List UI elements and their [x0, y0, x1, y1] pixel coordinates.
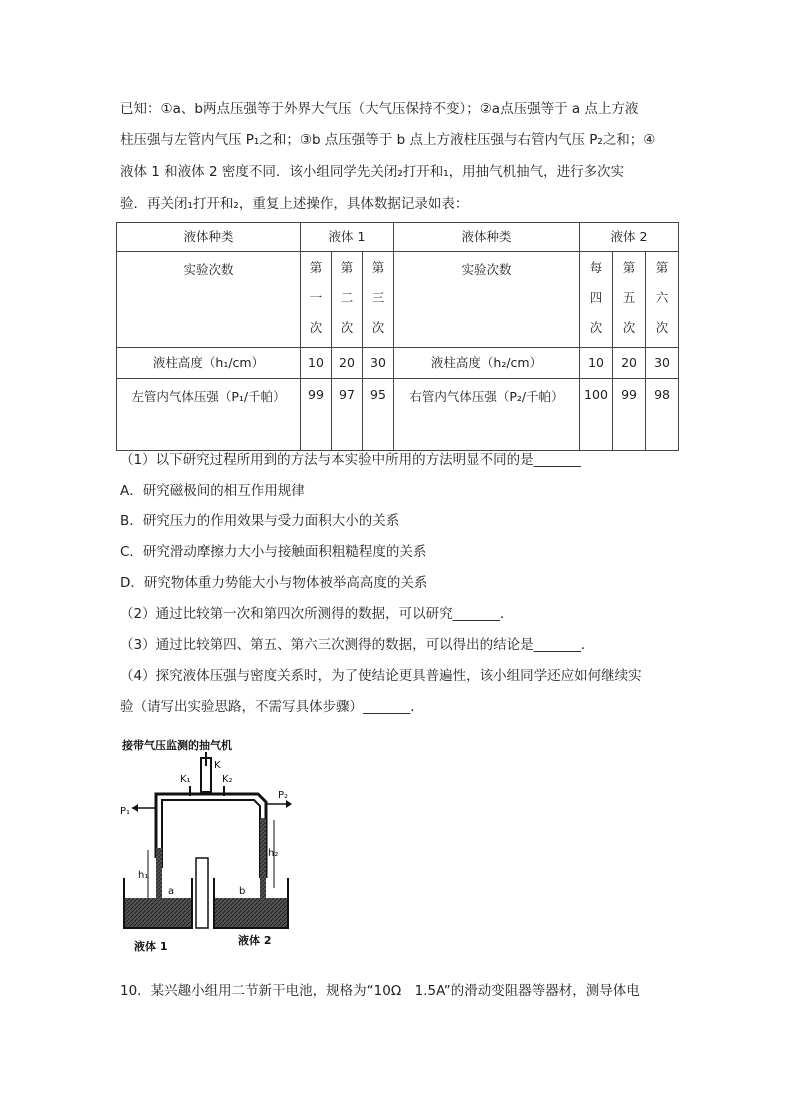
intro-line-4: 验．再关闭₁打开和₂，重复上述操作，具体数据记录如表：	[120, 196, 469, 212]
option-c: C．研究滑动摩擦力大小与接触面积粗糙程度的关系	[120, 544, 427, 560]
question-4-cont: 验（请写出实验思路，不需写具体步骤）_______．	[120, 699, 424, 715]
label-h2: h₂	[268, 848, 279, 859]
arrow-p2-head	[286, 800, 292, 808]
height-cell: 20	[613, 348, 646, 379]
intro-line-1: 已知：①a、b两点压强等于外界大气压（大气压保持不变）；②a点压强等于 a 点上方液	[120, 101, 639, 117]
question-3: （3）通过比较第四、第五、第六三次测得的数据，可以得出的结论是_______．	[120, 637, 595, 653]
trial-5: 第 五 次	[613, 252, 646, 348]
question-1: （1）以下研究过程所用到的方法与本实验中所用的方法明显不同的是_______	[120, 452, 581, 468]
pressure-cell: 99	[613, 379, 646, 451]
count-label-1: 实验次数	[117, 252, 301, 348]
option-b: B．研究压力的作用效果与受力面积大小的关系	[120, 513, 400, 529]
count-label-2: 实验次数	[394, 252, 580, 348]
right-liquid-column	[260, 818, 266, 898]
trial-4: 每 四 次	[580, 252, 613, 348]
height-cell: 30	[646, 348, 679, 379]
trial-1: 第 一 次	[301, 252, 332, 348]
header-liquid-1: 液体 1	[301, 223, 394, 252]
height-cell: 20	[332, 348, 363, 379]
pressure-cell: 97	[332, 379, 363, 451]
left-liquid-column	[156, 848, 162, 898]
label-k1: K₁	[180, 774, 191, 785]
pressure-cell: 100	[580, 379, 613, 451]
divider	[196, 858, 208, 928]
data-table	[116, 222, 679, 451]
question-2: （2）通过比较第一次和第四次所测得的数据，可以研究_______．	[120, 606, 514, 622]
apparatus-diagram	[118, 738, 298, 958]
header-liquid-2: 液体 2	[580, 223, 679, 252]
label-p1: P₁	[120, 806, 131, 817]
label-b: b	[239, 886, 246, 897]
inner-pipe	[162, 800, 260, 878]
height-cell: 10	[301, 348, 332, 379]
option-d: D．研究物体重力势能大小与物体被举高高度的关系	[120, 575, 428, 591]
height-cell: 30	[363, 348, 394, 379]
question-4: （4）探究液体压强与密度关系时，为了使结论更具普遍性，该小组同学还应如何继续实	[120, 668, 642, 684]
pressure-cell: 95	[363, 379, 394, 451]
trial-6: 第 六 次	[646, 252, 679, 348]
pressure-cell: 98	[646, 379, 679, 451]
height-label-2: 液柱高度（h₂/cm）	[394, 348, 580, 379]
intro-line-2: 柱压强与左管内气压 P₁之和；③b 点压强等于 b 点上方液柱压强与右管内气压 P₂之和；④	[120, 132, 656, 148]
label-a: a	[168, 886, 175, 897]
arrow-p1-head	[132, 804, 138, 812]
option-a: A．研究磁极间的相互作用规律	[120, 483, 305, 499]
label-h1: h₁	[138, 870, 149, 881]
label-k: K	[214, 760, 221, 771]
label-k2: K₂	[222, 774, 233, 785]
pressure-cell: 99	[301, 379, 332, 451]
next-question: 10．某兴趣小组用二节新干电池，规格为“10Ω 1.5A”的滑动变阻器等器材，测导体电	[120, 983, 640, 999]
liquid-2-fill	[215, 898, 287, 927]
intro-line-3: 液体 1 和液体 2 密度不同．该小组同学先关闭₂打开和₁，用抽气机抽气，进行多次实	[120, 164, 625, 180]
label-p2: P₂	[278, 790, 289, 801]
trial-2: 第 二 次	[332, 252, 363, 348]
trial-3: 第 三 次	[363, 252, 394, 348]
liquid-1-fill	[125, 898, 191, 927]
figure-title: 接带气压监测的抽气机	[122, 739, 232, 752]
height-cell: 10	[580, 348, 613, 379]
header-liquid-type-1: 液体种类	[117, 223, 301, 252]
caption-liquid-1: 液体 1	[134, 940, 168, 953]
height-label-1: 液柱高度（h₁/cm）	[117, 348, 301, 379]
pressure-label-1: 左管内气体压强（P₁/千帕）	[117, 379, 301, 451]
top-pipe	[156, 794, 266, 878]
pressure-label-2: 右管内气体压强（P₂/千帕）	[394, 379, 580, 451]
caption-liquid-2: 液体 2	[238, 934, 272, 947]
header-liquid-type-2: 液体种类	[394, 223, 580, 252]
